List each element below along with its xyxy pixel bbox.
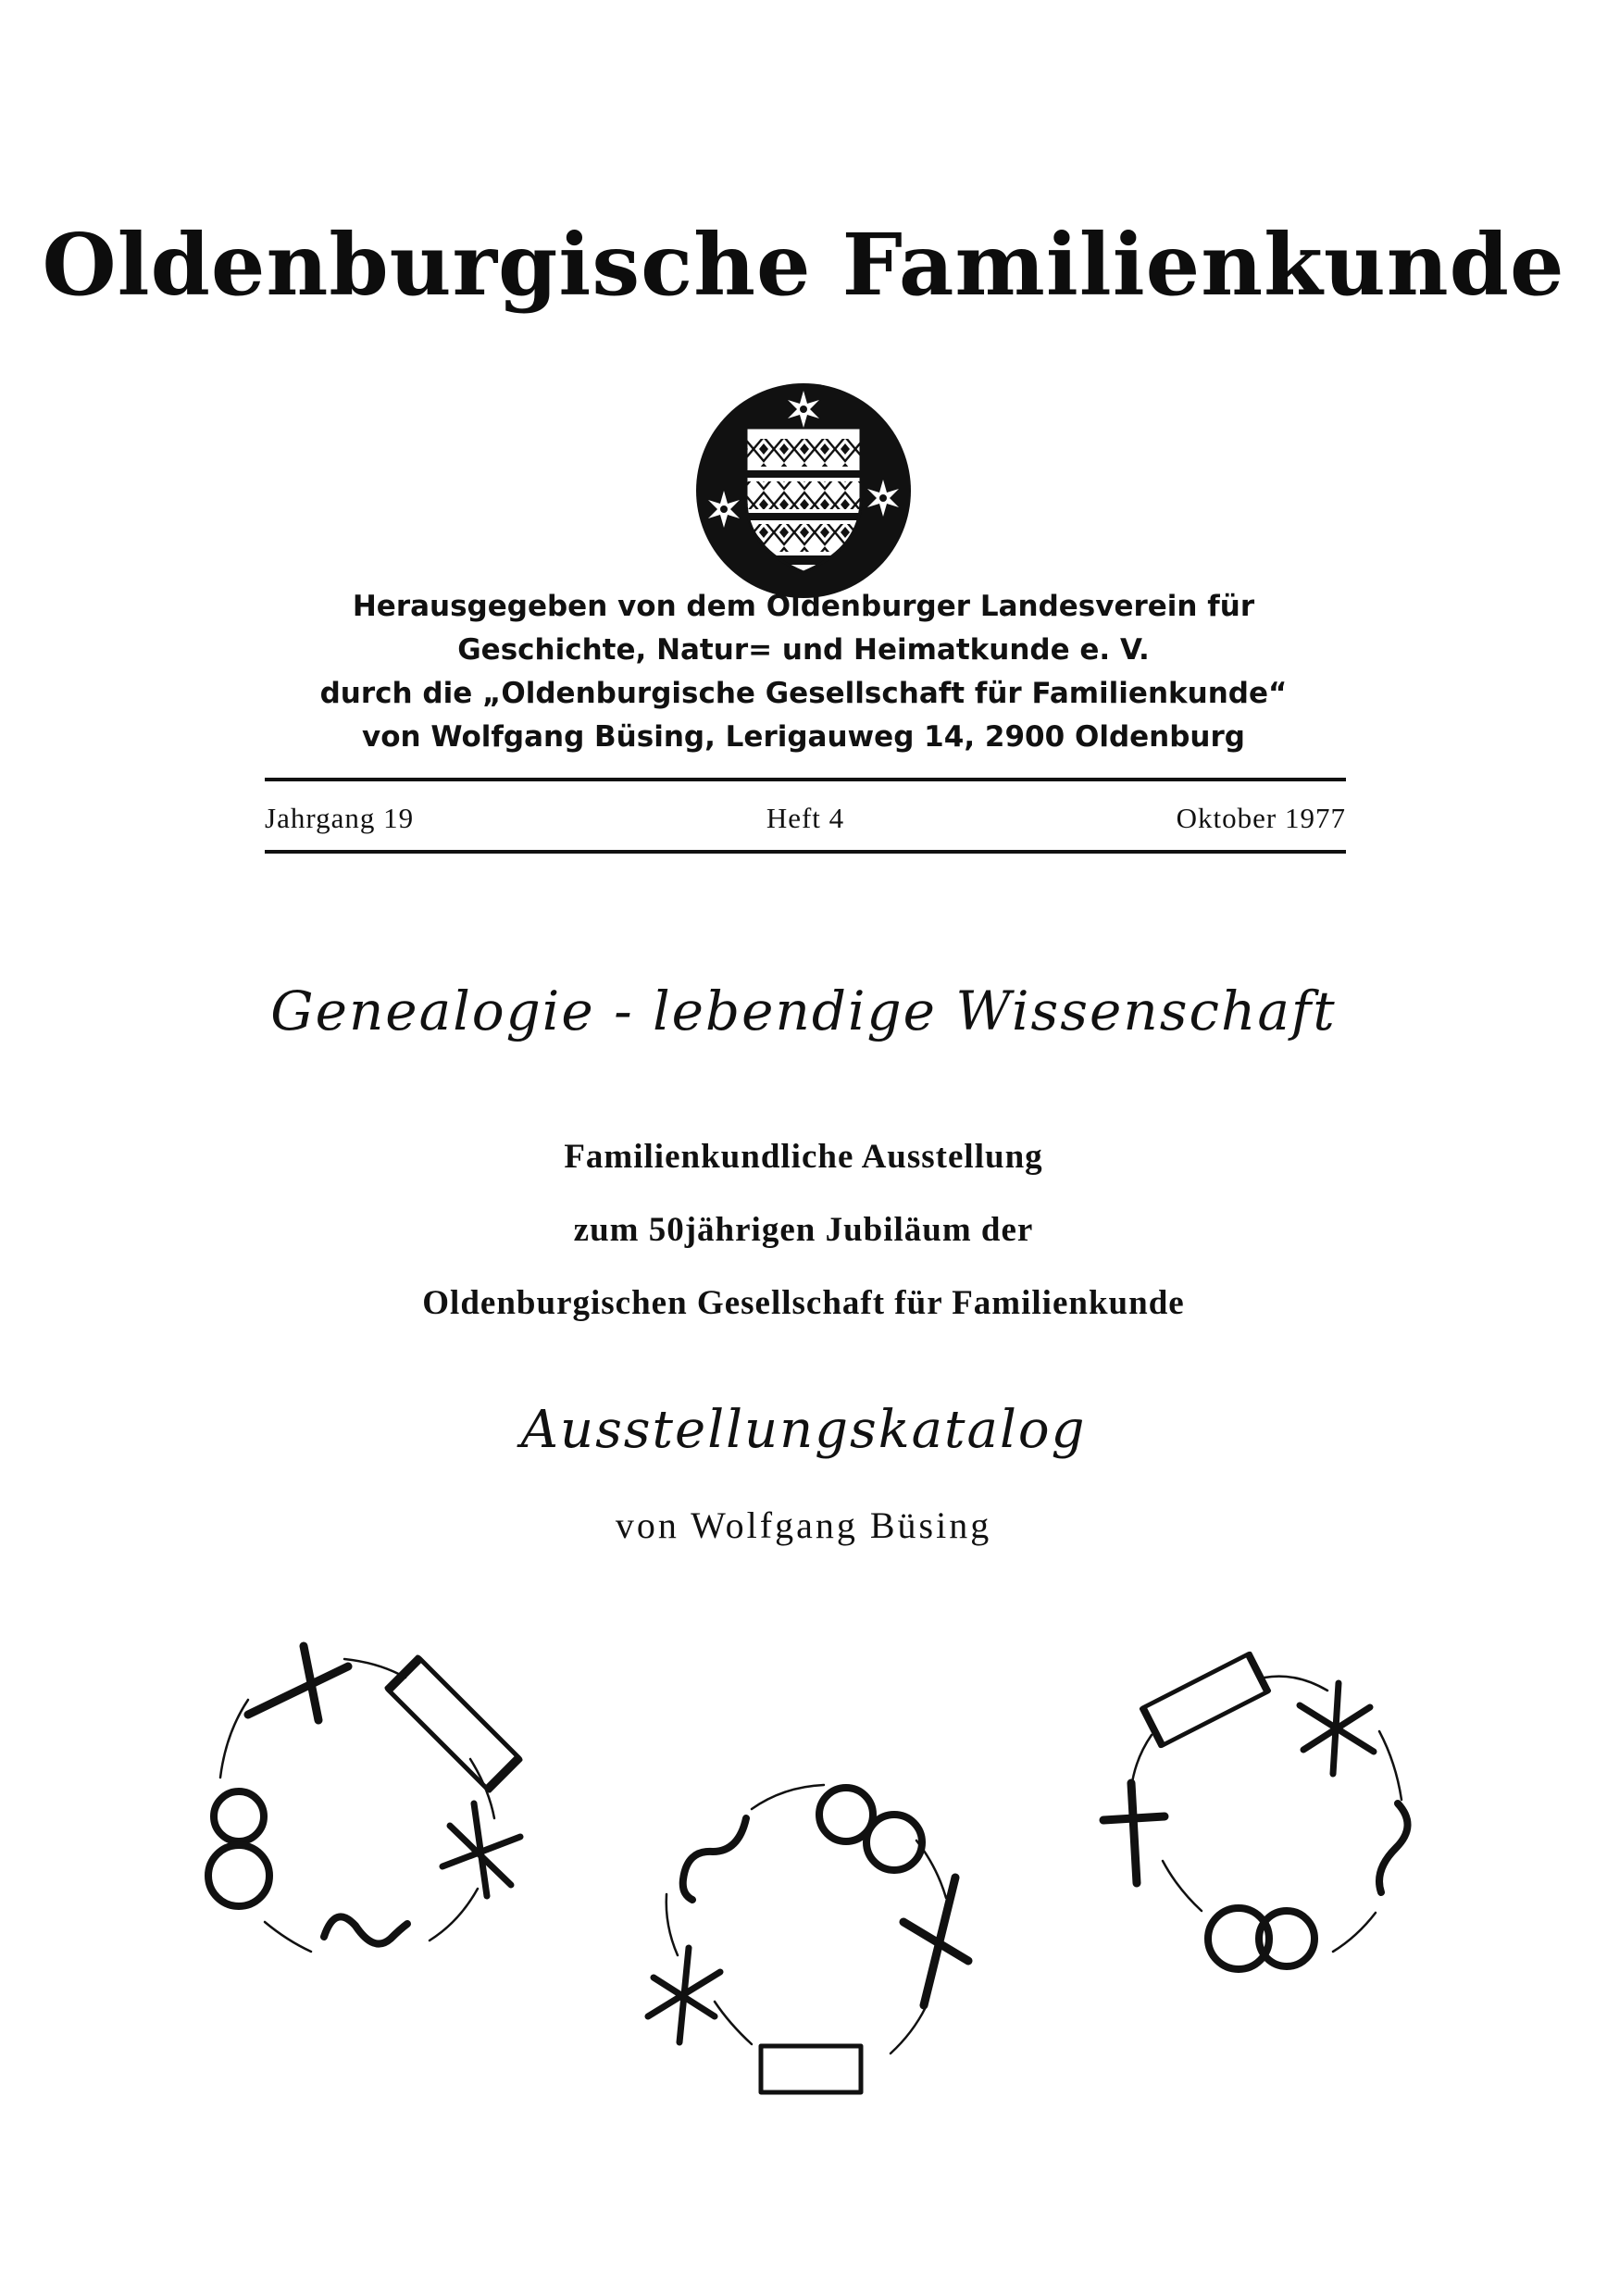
rectangle-icon [761,2046,861,2092]
issue-number: Heft 4 [766,802,845,834]
cross-icon [1103,1783,1165,1883]
symbol-circle-right [1103,1654,1408,1969]
publisher-line: Geschichte, Natur= und Heimatkunde e. V. [457,633,1150,667]
publisher-line: Herausgegeben von dem Oldenburger Landesverein für [352,590,1255,623]
subtitle-line: zum 50jährigen Jubiläum der [573,1211,1034,1249]
journal-masthead: Oldenburgische Familienkunde [42,215,1565,315]
double-ring-icon [208,1791,269,1906]
issue-date: Oktober 1977 [1176,802,1346,834]
rectangle-icon [388,1658,518,1789]
asterisk-star-icon [442,1803,520,1896]
catalog-title: Ausstellungskatalog [520,1400,1087,1460]
tilde-wave-icon [1379,1803,1408,1892]
issue-volume: Jahrgang 19 [265,802,415,834]
tilde-wave-icon [324,1916,407,1943]
subtitle-line: Familienkundliche Ausstellung [564,1138,1043,1176]
double-ring-icon [819,1788,922,1870]
asterisk-star-icon [1300,1683,1374,1774]
symbol-circle-left [208,1646,520,1952]
asterisk-star-icon [648,1948,720,2042]
tilde-wave-icon [683,1818,746,1900]
cross-icon [903,1878,968,2005]
publisher-line: durch die „Oldenburgische Gesellschaft für Familienkunde“ [319,677,1288,710]
symbol-circle-center [648,1785,968,2092]
rectangle-icon [1143,1654,1268,1746]
author-credit: von Wolfgang Büsing [615,1504,992,1546]
cross-icon [248,1646,348,1720]
publisher-line: von Wolfgang Büsing, Lerigauweg 14, 2900 Oldenburg [362,720,1245,754]
subtitle-line: Oldenburgischen Gesellschaft für Familienkunde [422,1284,1185,1322]
exhibition-title: Genealogie - lebendige Wissenschaft [270,980,1337,1042]
double-ring-icon [1208,1908,1314,1969]
